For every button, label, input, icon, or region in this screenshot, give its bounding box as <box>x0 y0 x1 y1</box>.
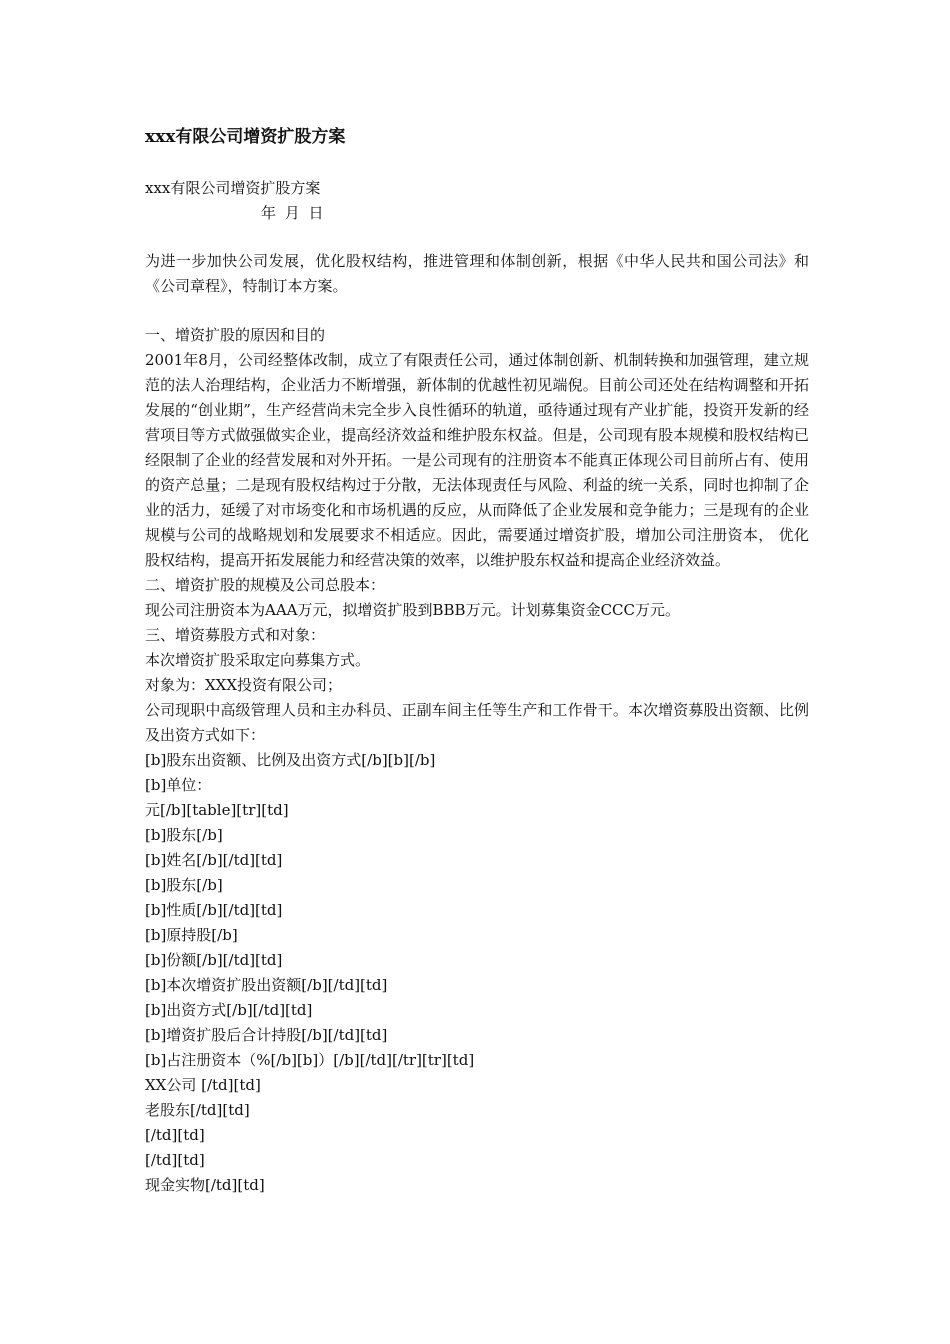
raw-markup-line: XX公司 [/td][td] <box>145 1076 261 1094</box>
raw-markup-line: [/td][td] <box>145 1126 205 1144</box>
intro-paragraph: 为进一步加快公司发展，优化股权结构，推进管理和体制创新，根据《中华人民共和国公司法》和《公司章程》，特制订本方案。 <box>145 252 809 295</box>
raw-markup-line: [b]增资扩股后合计持股[/b][/td][td] <box>145 1026 388 1044</box>
raw-markup-line: [b]股东[/b] <box>145 876 223 894</box>
raw-markup-line: [b]出资方式[/b][/td][td] <box>145 1001 313 1019</box>
raw-markup-line: 老股东[/td][td] <box>145 1101 250 1119</box>
section3-line: 对象为：XXX投资有限公司； <box>145 676 343 694</box>
raw-markup-line: 现金实物[/td][td] <box>145 1176 265 1194</box>
raw-markup-line: [b]姓名[/b][/td][td] <box>145 851 283 869</box>
unit-label: [b]单位： <box>145 776 212 794</box>
raw-markup-line: 元[/b][table][tr][td] <box>145 801 289 819</box>
section2-body: 现公司注册资本为AAA万元，拟增资扩股到BBB万元。计划募集资金CCC万元。 <box>145 601 681 619</box>
table-caption: [b]股东出资额、比例及出资方式[/b][b][/b] <box>145 751 436 769</box>
raw-markup-line: [/td][td] <box>145 1151 205 1169</box>
raw-markup-line: [b]占注册资本（%[/b][b]）[/b][/td][/tr][tr][td] <box>145 1051 475 1069</box>
raw-markup-line: [b]本次增资扩股出资额[/b][/td][td] <box>145 976 388 994</box>
document-body <box>145 323 809 1198</box>
raw-markup-line: [b]性质[/b][/td][td] <box>145 901 283 919</box>
raw-markup-line: [b]股东[/b] <box>145 826 223 844</box>
document-title: xxx有限公司增资扩股方案 <box>145 127 346 147</box>
raw-markup-line: [b]原持股[/b] <box>145 926 238 944</box>
section2-heading: 二、增资扩股的规模及公司总股本： <box>145 576 386 594</box>
document-subtitle: xxx有限公司增资扩股方案 <box>145 179 321 197</box>
section3-line: 公司现职中高级管理人员和主办科员、正副车间主任等生产和工作骨干。本次增资募股出资额、比例及出资方式如下： <box>145 701 809 744</box>
section1-heading: 一、增资扩股的原因和目的 <box>145 326 326 344</box>
date-line: 年 月 日 <box>261 204 326 222</box>
section3-heading: 三、增资募股方式和对象： <box>145 626 326 644</box>
section3-line: 本次增资扩股采取定向募集方式。 <box>145 651 371 669</box>
section1-body: 2001年8月，公司经整体改制，成立了有限责任公司，通过体制创新、机制转换和加强管理，建立规范的法人治理结构，企业活力不断增强，新体制的优越性初见端倪。目前公司还处在结构调整和开拓发展的“创业期”，生产经营尚未完全步入良性循环的轨道，亟待通过现有产业扩能，投资开发新的经营项目等方式做强做实企业，提高经济效益和维护股东权益。但是，公司现有股本规模和股权结构已经限制了企业的经营发展和对外开拓。一是公司现有的注册资本不能真正体现公司目前所占有、使用的资产总量；二是现有股权结构过于分散，无法体现责任与风险、利益的统一关系，同时也抑制了企业的活力，延缓了对市场变化和市场机遇的反应，从而降低了企业发展和竞争能力；三是现有的企业规模与公司的战略规划和发展要求不相适应。因此，需要通过增资扩股，增加公司注册资本， 优化股权结构，提高开拓发展能力和经营决策的效率，以维护股东权益和提高企业经济效益。 <box>145 351 809 569</box>
raw-markup-line: [b]份额[/b][/td][td] <box>145 951 283 969</box>
